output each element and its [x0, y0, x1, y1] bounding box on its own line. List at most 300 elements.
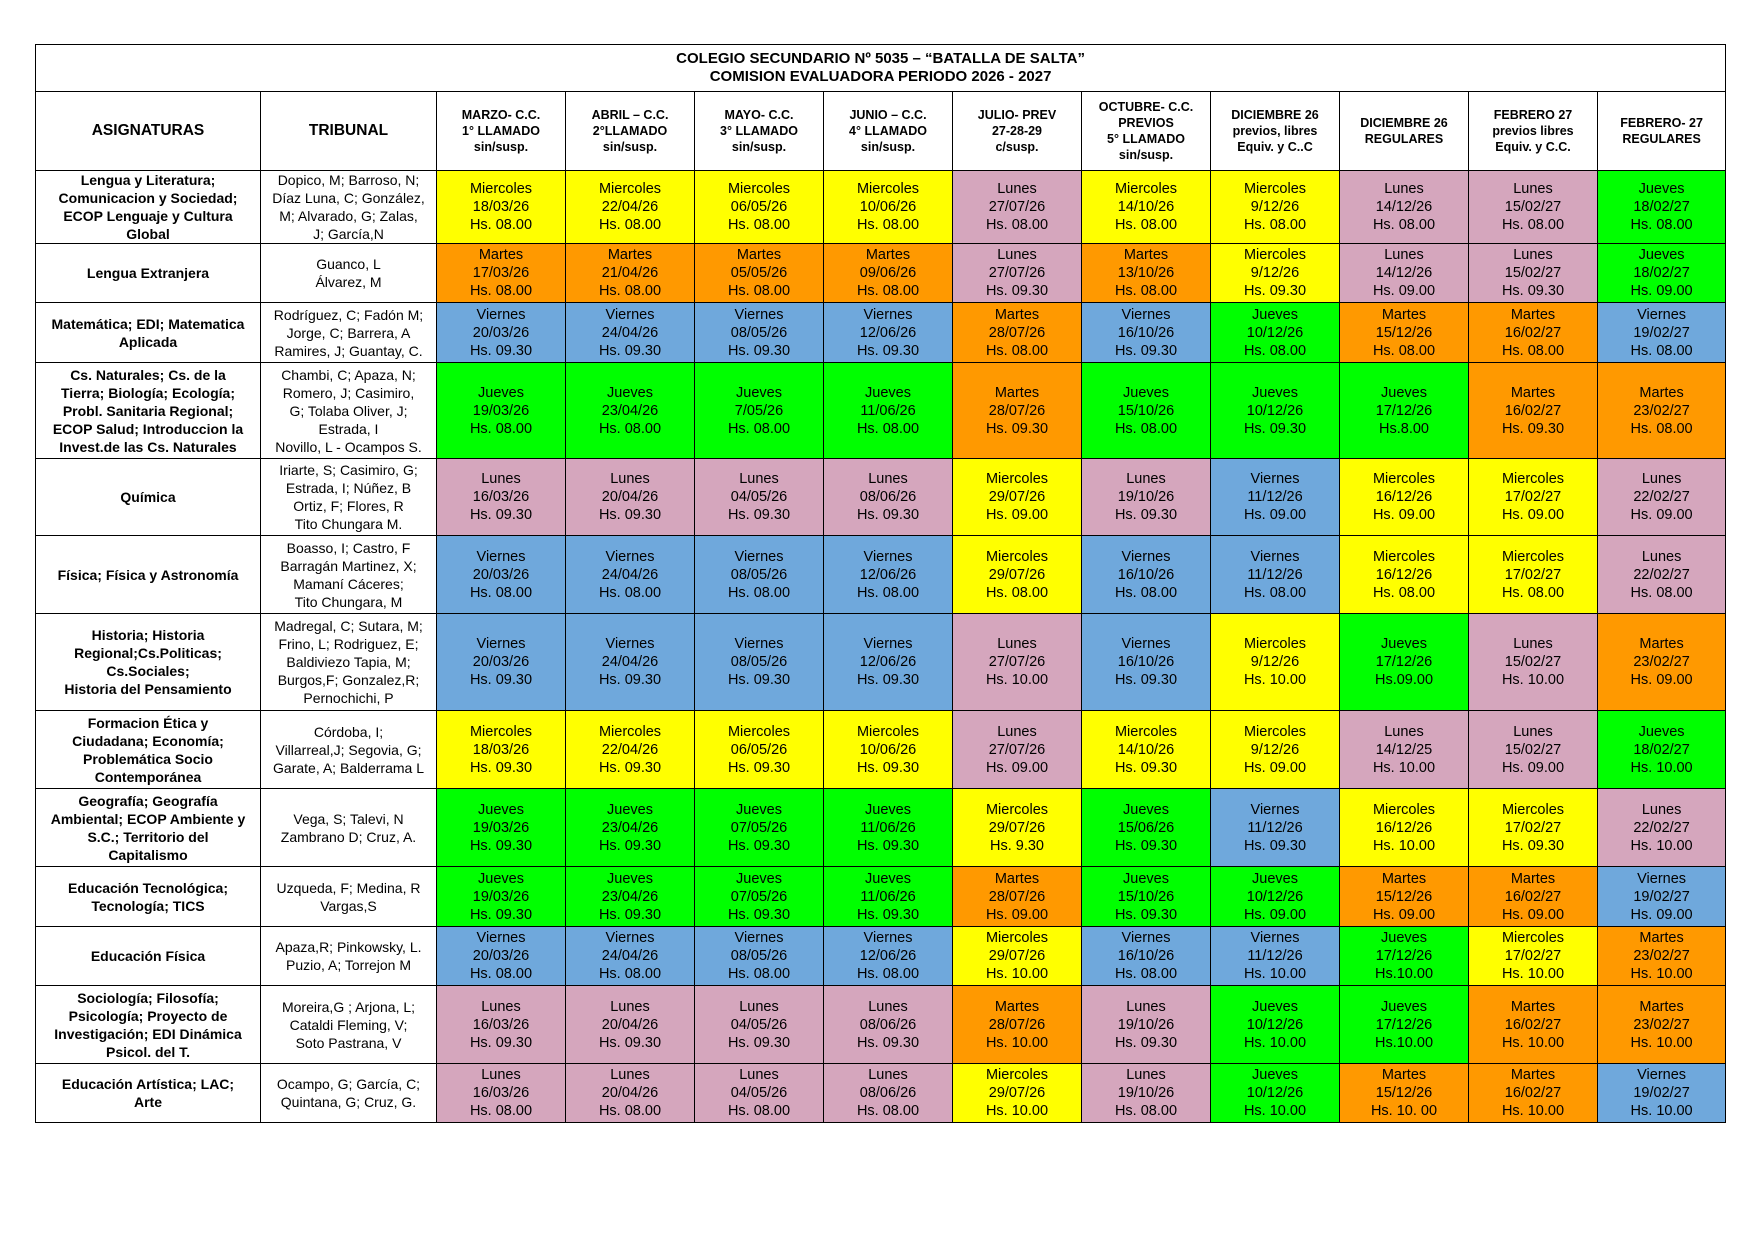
exam-time: Hs. 09.00: [985, 906, 1049, 923]
tribunal-cell: [261, 614, 437, 711]
exam-date: 15/06/26: [1117, 819, 1175, 836]
exam-date-cell: [953, 536, 1082, 614]
tribunal-line: Chambi, C; Apaza, N;: [281, 366, 416, 383]
exam-date-cell: [1469, 171, 1598, 244]
exam-day: Miercoles: [469, 723, 533, 740]
exam-date-cell: [1211, 459, 1340, 536]
exam-time: Hs. 08.00: [1630, 217, 1693, 233]
exam-time: Hs. 09.00: [1630, 906, 1693, 923]
exam-date-cell: [437, 867, 566, 927]
exam-date-cell: [1469, 363, 1598, 459]
tribunal-line: Jorge, C; Barrera, A: [286, 324, 411, 341]
exam-date-cell: [695, 459, 824, 536]
exam-date: 08/05/26: [730, 654, 788, 670]
tribunal-line: Rodríguez, C; Fadón M;: [273, 306, 424, 323]
header-period-line: 4° LLAMADO: [849, 124, 927, 138]
exam-day: Martes: [1510, 870, 1556, 887]
header-period-line: REGULARES: [1622, 132, 1701, 146]
exam-time: Hs. 10.00: [985, 1103, 1049, 1119]
exam-date-cell: [1211, 244, 1340, 303]
exam-time: Hs. 10.00: [1243, 672, 1307, 688]
subject-cell: [36, 171, 261, 244]
exam-day: Viernes: [863, 548, 913, 565]
exam-date: 28/07/26: [988, 888, 1046, 905]
exam-date-cell: [1211, 789, 1340, 867]
exam-day: Viernes: [1637, 306, 1687, 323]
exam-date: 19/10/26: [1117, 489, 1175, 505]
exam-day: Jueves: [1638, 247, 1685, 263]
exam-date: 19/03/26: [472, 402, 530, 419]
exam-date: 06/05/26: [730, 199, 788, 215]
exam-time: Hs. 09.30: [727, 906, 791, 923]
exam-date-cell: [1469, 536, 1598, 614]
exam-date-cell: [824, 363, 953, 459]
exam-day: Jueves: [478, 870, 524, 887]
exam-day: Jueves: [478, 801, 524, 818]
exam-day: Miercoles: [1243, 723, 1307, 740]
exam-day: Lunes: [1513, 181, 1553, 197]
exam-date: 16/10/26: [1117, 566, 1175, 583]
exam-date-cell: [1340, 171, 1469, 244]
exam-date: 04/05/26: [730, 1016, 788, 1033]
exam-time: Hs. 09.30: [727, 672, 791, 688]
exam-time: Hs. 09.30: [856, 906, 920, 923]
exam-date-cell: [566, 927, 695, 986]
exam-date: 20/03/26: [472, 324, 530, 341]
header-period-line: previos, libres: [1232, 124, 1318, 138]
exam-day: Jueves: [478, 384, 524, 401]
header-period-line: OCTUBRE- C.C.: [1098, 100, 1194, 114]
exam-date: 17/12/26: [1375, 1016, 1433, 1033]
exam-day: Jueves: [1123, 801, 1169, 818]
exam-day: Miercoles: [1501, 471, 1565, 487]
tribunal-cell: [261, 303, 437, 363]
exam-day: Martes: [1639, 998, 1684, 1015]
exam-date: 28/07/26: [988, 1016, 1046, 1033]
exam-day: Viernes: [476, 930, 526, 946]
exam-time: Hs. 09.30: [1114, 906, 1178, 923]
exam-day: Martes: [478, 247, 524, 263]
exam-time: Hs. 08.00: [985, 342, 1049, 359]
exam-time: Hs. 09.00: [1630, 672, 1693, 688]
exam-time: Hs. 08.00: [1372, 584, 1436, 601]
exam-date-cell: [953, 614, 1082, 711]
exam-time: Hs. 09.30: [469, 759, 533, 776]
exam-date-cell: [1340, 711, 1469, 789]
exam-date-cell: [953, 867, 1082, 927]
exam-date: 29/07/26: [988, 1085, 1046, 1101]
exam-day: Martes: [1639, 636, 1684, 652]
exam-date: 17/03/26: [472, 265, 530, 281]
table-row: [36, 1064, 1726, 1123]
exam-date-cell: [566, 986, 695, 1064]
exam-time: Hs. 10.00: [1501, 672, 1565, 688]
exam-date: 04/05/26: [730, 1085, 788, 1101]
exam-time: Hs. 09.30: [598, 507, 662, 523]
exam-day: Miercoles: [1372, 801, 1436, 818]
exam-time: Hs. 08.00: [1114, 420, 1178, 437]
exam-day: Lunes: [1384, 247, 1424, 263]
exam-date-cell: [695, 789, 824, 867]
exam-day: Viernes: [734, 930, 784, 946]
exam-day: Viernes: [1250, 930, 1300, 946]
exam-day: Viernes: [605, 636, 655, 652]
exam-date: 18/03/26: [472, 199, 530, 215]
exam-date-cell: [1598, 1064, 1726, 1123]
exam-time: Hs. 10.00: [1243, 1103, 1307, 1119]
exam-date-cell: [695, 867, 824, 927]
exam-date-cell: [695, 363, 824, 459]
exam-date-cell: [566, 363, 695, 459]
exam-date: 21/04/26: [601, 265, 659, 281]
subject-line: Química: [120, 489, 176, 505]
subject-cell: [36, 363, 261, 459]
exam-date: 12/06/26: [859, 948, 917, 964]
exam-day: Jueves: [1381, 384, 1427, 401]
subject-cell: [36, 1064, 261, 1123]
exam-time: Hs. 09.30: [1114, 507, 1178, 523]
exam-date-cell: [566, 867, 695, 927]
exam-time: Hs. 09.30: [469, 672, 533, 688]
header-period-line: 2°LLAMADO: [592, 124, 668, 138]
header-period-2: [566, 92, 695, 171]
header-period-line: sin/susp.: [473, 140, 529, 154]
exam-date: 19/02/27: [1633, 888, 1690, 905]
tribunal-line: Boasso, I; Castro, F: [286, 539, 411, 556]
exam-day: Miercoles: [598, 181, 662, 197]
exam-date-cell: [1082, 459, 1211, 536]
exam-date: 16/02/27: [1504, 1016, 1562, 1033]
exam-date-cell: [953, 711, 1082, 789]
exam-time: Hs. 08.00: [1114, 584, 1178, 601]
exam-date-cell: [437, 1064, 566, 1123]
exam-date-cell: [1469, 614, 1598, 711]
exam-time: Hs. 08.00: [727, 283, 791, 299]
exam-date: 19/02/27: [1633, 324, 1690, 341]
exam-date: 20/04/26: [601, 1085, 659, 1101]
exam-date-cell: [1211, 614, 1340, 711]
tribunal-line: Burgos,F; Gonzalez,R;: [277, 672, 420, 688]
exam-date: 27/07/26: [988, 199, 1046, 215]
tribunal-line: Ocampo, G; García, C;: [276, 1076, 421, 1092]
subject-line: Historia del Pensamiento: [64, 681, 232, 697]
exam-day: Jueves: [736, 801, 782, 818]
subject-cell: [36, 711, 261, 789]
exam-time: Hs. 08.00: [1630, 420, 1693, 437]
exam-date: 29/07/26: [988, 948, 1046, 964]
header-period-line: previos libres: [1492, 124, 1574, 138]
exam-date-cell: [1469, 1064, 1598, 1123]
exam-time: Hs. 08.00: [469, 1103, 533, 1119]
exam-time: Hs. 08.00: [1501, 584, 1565, 601]
exam-day: Miercoles: [1372, 471, 1436, 487]
exam-day: Jueves: [1252, 1067, 1298, 1083]
exam-day: Miercoles: [1501, 548, 1565, 565]
exam-date: 9/12/26: [1250, 741, 1300, 758]
exam-date-cell: [566, 1064, 695, 1123]
exam-time: Hs. 08.00: [598, 584, 662, 601]
exam-date-cell: [824, 303, 953, 363]
exam-date-cell: [437, 363, 566, 459]
header-period-line: sin/susp.: [731, 140, 787, 154]
exam-time: Hs.10.00: [1374, 1034, 1434, 1051]
exam-day: Miercoles: [985, 1067, 1049, 1083]
header-period-line: 3° LLAMADO: [720, 124, 798, 138]
subject-line: Educación Artística; LAC;: [61, 1076, 235, 1092]
exam-date: 18/02/27: [1633, 199, 1690, 215]
subject-line: Psicología; Proyecto de: [68, 1007, 228, 1024]
exam-date: 13/10/26: [1117, 265, 1175, 281]
exam-time: Hs. 09.30: [598, 759, 662, 776]
header-period-line: Equiv. y C..C: [1237, 140, 1313, 154]
exam-date-cell: [1340, 536, 1469, 614]
exam-date: 11/06/26: [860, 402, 916, 419]
exam-day: Lunes: [739, 998, 779, 1015]
exam-date-cell: [1469, 789, 1598, 867]
exam-date: 29/07/26: [988, 566, 1046, 583]
exam-time: Hs. 08.00: [1372, 217, 1436, 233]
exam-date-cell: [437, 986, 566, 1064]
exam-time: Hs. 08.00: [469, 966, 533, 982]
exam-date-cell: [1082, 986, 1211, 1064]
exam-date: 17/02/27: [1504, 489, 1562, 505]
tribunal-line: Mamaní Cáceres;: [293, 575, 404, 592]
exam-time: Hs. 09.30: [1114, 837, 1178, 854]
exam-date: 15/02/27: [1504, 741, 1562, 758]
exam-date: 22/02/27: [1633, 489, 1690, 505]
exam-time: Hs. 09.30: [1243, 420, 1307, 437]
tribunal-line: Córdoba, I;: [313, 723, 384, 740]
exam-date-cell: [1469, 244, 1598, 303]
exam-day: Viernes: [1250, 471, 1300, 487]
exam-time: Hs. 09.30: [469, 837, 533, 854]
exam-time: Hs. 08.00: [727, 584, 791, 601]
exam-date-cell: [1340, 244, 1469, 303]
exam-day: Lunes: [481, 471, 521, 487]
exam-day: Viernes: [734, 306, 784, 323]
exam-day: Viernes: [863, 306, 913, 323]
exam-time: Hs. 08.00: [1243, 584, 1307, 601]
table-row: [36, 867, 1726, 927]
exam-date: 23/02/27: [1633, 948, 1690, 964]
exam-day: Lunes: [1641, 471, 1682, 487]
exam-day: Miercoles: [1114, 723, 1178, 740]
exam-day: Martes: [607, 247, 653, 263]
exam-time: Hs.8.00: [1379, 420, 1429, 437]
exam-day: Miercoles: [469, 181, 533, 197]
exam-date: 22/04/26: [601, 199, 659, 215]
subject-line: Psicol. del T.: [105, 1043, 191, 1060]
subject-line: Probl. Sanitaria Regional;: [62, 402, 234, 419]
exam-date-cell: [824, 986, 953, 1064]
exam-date: 20/03/26: [472, 566, 530, 583]
exam-day: Martes: [1381, 1067, 1427, 1083]
exam-day: Martes: [994, 870, 1040, 887]
exam-date-cell: [437, 536, 566, 614]
table-row: [36, 536, 1726, 614]
exam-date: 24/04/26: [601, 948, 659, 964]
exam-day: Miercoles: [1372, 548, 1436, 565]
tribunal-line: Moreira,G ; Arjona, L;: [281, 998, 416, 1015]
exam-date-cell: [824, 867, 953, 927]
exam-date: 20/03/26: [472, 654, 530, 670]
exam-schedule-sheet: [35, 44, 1723, 1123]
subject-line: Matemática; EDI; Matematica: [51, 315, 245, 332]
tribunal-line: Ramires, J; Guantay, C.: [274, 342, 423, 359]
subject-line: Tecnología; TICS: [91, 897, 205, 914]
header-period-line: Equiv. y C.C.: [1495, 140, 1571, 154]
exam-time: Hs. 09.30: [856, 759, 920, 776]
exam-date: 16/12/26: [1375, 566, 1433, 583]
exam-day: Miercoles: [598, 723, 662, 740]
exam-date: 9/12/26: [1250, 654, 1300, 670]
exam-day: Jueves: [1381, 636, 1427, 652]
exam-time: Hs. 09.00: [1243, 759, 1307, 776]
tribunal-cell: [261, 363, 437, 459]
exam-date-cell: [1598, 986, 1726, 1064]
exam-day: Martes: [1381, 306, 1427, 323]
exam-time: Hs. 09.30: [856, 837, 920, 854]
exam-day: Viernes: [1250, 801, 1300, 818]
exam-time: Hs. 08.00: [1114, 1103, 1178, 1119]
exam-date: 07/05/26: [730, 888, 788, 905]
header-period-line: 5° LLAMADO: [1107, 132, 1185, 146]
exam-day: Viernes: [605, 930, 655, 946]
exam-date-cell: [1598, 711, 1726, 789]
header-period-8: [1340, 92, 1469, 171]
subject-cell: [36, 244, 261, 303]
exam-time: Hs. 08.00: [727, 966, 791, 982]
header-tribunal: TRIBUNAL: [261, 92, 437, 171]
exam-date: 27/07/26: [988, 654, 1046, 670]
tribunal-line: Romero, J; Casimiro,: [282, 384, 415, 401]
subject-line: Regional;Cs.Politicas;: [74, 645, 222, 661]
exam-date: 19/02/27: [1633, 1085, 1690, 1101]
tribunal-cell: [261, 867, 437, 927]
exam-date: 20/03/26: [472, 948, 530, 964]
exam-date-cell: [437, 614, 566, 711]
exam-date: 10/06/26: [859, 741, 917, 758]
exam-date-cell: [953, 171, 1082, 244]
exam-date-cell: [437, 789, 566, 867]
exam-date-cell: [953, 986, 1082, 1064]
exam-date-cell: [1469, 459, 1598, 536]
exam-date: 23/02/27: [1633, 654, 1690, 670]
exam-day: Viernes: [1121, 306, 1171, 323]
exam-day: Martes: [1639, 384, 1684, 401]
exam-time: Hs. 09.30: [1114, 759, 1178, 776]
subject-cell: [36, 927, 261, 986]
exam-day: Lunes: [868, 998, 908, 1015]
exam-date: 07/05/26: [730, 819, 788, 836]
tribunal-line: J; García,N: [313, 226, 384, 242]
exam-day: Martes: [736, 247, 782, 263]
header-period-6: [1082, 92, 1211, 171]
exam-time: Hs. 08.00: [1114, 217, 1178, 233]
exam-date: 9/12/26: [1250, 265, 1300, 281]
exam-date-cell: [1211, 986, 1340, 1064]
exam-day: Viernes: [1637, 870, 1687, 887]
tribunal-line: Madregal, C; Sutara, M;: [274, 618, 423, 634]
exam-day: Lunes: [1126, 471, 1166, 487]
exam-date-cell: [824, 789, 953, 867]
exam-date-cell: [953, 789, 1082, 867]
exam-date: 16/12/26: [1375, 489, 1433, 505]
tribunal-line: Dopico, M; Barroso, N;: [277, 172, 420, 188]
tribunal-cell: [261, 171, 437, 244]
exam-day: Lunes: [997, 636, 1037, 652]
subject-line: Educación Física: [90, 948, 206, 964]
exam-day: Martes: [1123, 247, 1169, 263]
exam-date-cell: [1340, 927, 1469, 986]
exam-time: Hs. 09.30: [1243, 837, 1307, 854]
exam-day: Martes: [994, 384, 1040, 401]
subject-line: Invest.de las Cs. Naturales: [59, 438, 237, 455]
exam-day: Lunes: [610, 471, 650, 487]
tribunal-line: Puzio, A; Torrejon M: [285, 957, 412, 973]
tribunal-line: Villarreal,J; Segovia, G;: [275, 741, 422, 758]
exam-date: 19/10/26: [1117, 1085, 1175, 1101]
exam-date: 15/12/26: [1375, 324, 1433, 341]
exam-date-cell: [437, 927, 566, 986]
exam-time: Hs. 08.00: [469, 217, 533, 233]
exam-day: Miercoles: [1501, 930, 1565, 946]
tribunal-line: Quintana, G; Cruz, G.: [280, 1094, 417, 1110]
exam-date: 28/07/26: [988, 402, 1046, 419]
exam-time: Hs. 09.30: [727, 759, 791, 776]
exam-date: 08/06/26: [859, 489, 917, 505]
exam-time: Hs. 09.30: [727, 507, 791, 523]
exam-time: Hs. 08.00: [469, 584, 533, 601]
exam-time: Hs. 10.00: [1243, 966, 1307, 982]
exam-time: Hs. 09.00: [1501, 906, 1565, 923]
header-period-line: DICIEMBRE 26: [1360, 116, 1448, 130]
exam-date-cell: [695, 711, 824, 789]
tribunal-line: Estrada, I: [318, 420, 379, 437]
table-row: [36, 244, 1726, 303]
exam-day: Lunes: [1384, 181, 1424, 197]
exam-time: Hs. 10.00: [1372, 837, 1436, 854]
exam-date-cell: [824, 536, 953, 614]
exam-date: 10/06/26: [859, 199, 917, 215]
exam-day: Jueves: [736, 384, 782, 401]
exam-date-cell: [1082, 867, 1211, 927]
exam-time: Hs. 09.30: [1114, 342, 1178, 359]
exam-date: 15/02/27: [1504, 265, 1562, 281]
exam-date-cell: [566, 244, 695, 303]
exam-day: Martes: [1510, 384, 1556, 401]
exam-date: 18/02/27: [1633, 265, 1690, 281]
exam-date-cell: [437, 303, 566, 363]
exam-date-cell: [1211, 867, 1340, 927]
exam-date-cell: [695, 614, 824, 711]
exam-time: Hs. 08.00: [727, 1103, 791, 1119]
exam-time: Hs. 10.00: [1630, 1103, 1693, 1119]
exam-date-cell: [1340, 614, 1469, 711]
tribunal-line: Apaza,R; Pinkowsky, L.: [275, 939, 422, 955]
exam-date: 22/02/27: [1633, 566, 1690, 583]
tribunal-line: Tito Chungara, M: [294, 593, 403, 610]
exam-day: Martes: [1510, 998, 1556, 1015]
tribunal-cell: [261, 986, 437, 1064]
exam-date: 11/06/26: [860, 819, 916, 836]
exam-time: Hs. 10.00: [1501, 1034, 1565, 1051]
exam-date: 17/12/26: [1375, 402, 1433, 419]
exam-date: 16/03/26: [472, 489, 530, 505]
exam-date-cell: [695, 303, 824, 363]
exam-date: 12/06/26: [859, 324, 917, 341]
exam-time: Hs. 08.00: [856, 420, 920, 437]
